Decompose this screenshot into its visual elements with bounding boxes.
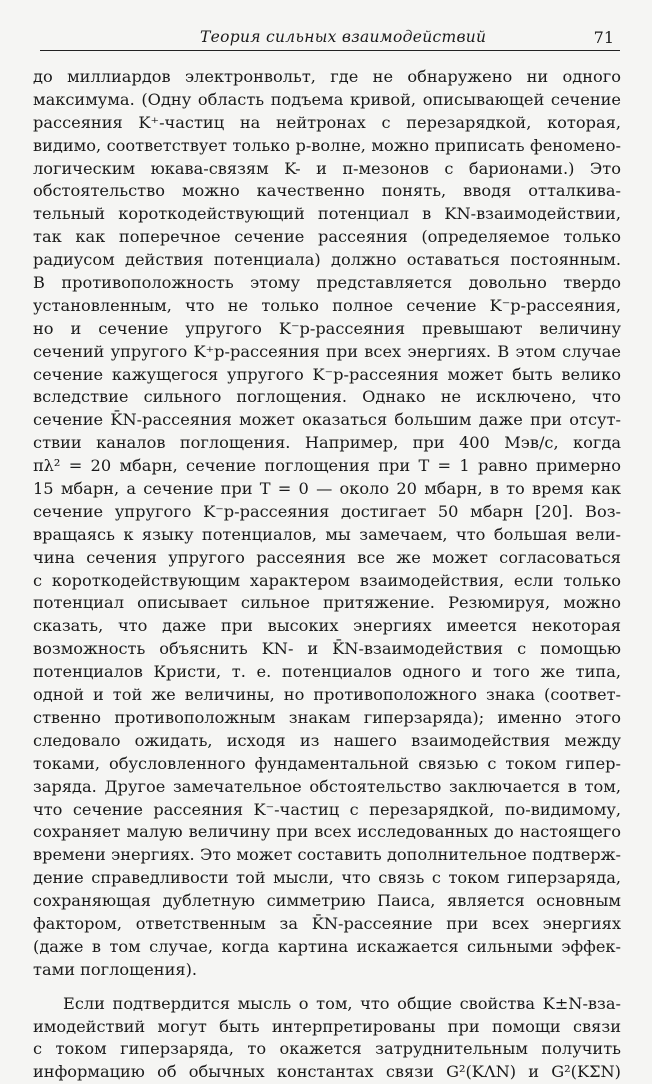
text-line: с короткодействующим характером взаимодействия, если только bbox=[33, 570, 621, 590]
text-line: сечений упругого K⁺p-рассеяния при всех энергиях. В этом случае bbox=[33, 341, 621, 361]
page-body bbox=[33, 66, 621, 1084]
text-line: до миллиардов электронвольт, где не обнаружено ни одного bbox=[33, 67, 621, 86]
text-line: 15 мбарн, а сечение при T = 0 — около 20 мбарн, в то время как bbox=[33, 479, 621, 499]
text-line: ствии каналов поглощения. Например, при 400 Мэв/c, когда bbox=[33, 433, 621, 453]
text-line: максимума. (Одну область подъема кривой, описывающей сечение bbox=[33, 89, 621, 109]
text-line: видимо, соответствует только p-волне, можно приписать феномено- bbox=[33, 135, 621, 155]
text-line: тами поглощения). bbox=[33, 959, 198, 979]
text-line: но и сечение упругого K⁻p-рассеяния превышают величину bbox=[33, 318, 621, 338]
text-line: сказать, что даже при высоких энергиях имеется некоторая bbox=[33, 616, 621, 636]
text-line: чина сечения упругого рассеяния все же может согласоваться bbox=[33, 547, 621, 567]
text-line: следовало ожидать, исходя из нашего взаимодействия между bbox=[33, 730, 621, 750]
text-line: установленным, что не только полное сечение K⁻p-рассеяния, bbox=[33, 295, 621, 315]
text-line: πλ² = 20 мбарн, сечение поглощения при T = 1 равно примерно bbox=[33, 456, 621, 476]
text-line: сечение упругого K⁻p-рассеяния достигает 50 мбарн [20]. Воз- bbox=[33, 501, 621, 521]
text-line: логическим юкава-связям K- и π-мезонов с барионами.) Это bbox=[33, 158, 621, 178]
paragraph bbox=[33, 66, 621, 982]
text-line: сохраняет малую величину при всех исследованных до настоящего bbox=[33, 822, 621, 842]
page-header bbox=[40, 26, 620, 51]
text-line: одной и той же величины, но противоположного знака (соответ- bbox=[33, 685, 621, 705]
text-line: ственно противоположным знакам гиперзаряда); именно этого bbox=[33, 707, 621, 727]
running-title: Теория сильных взаимодействий bbox=[200, 28, 487, 46]
text-line: информацию об обычных константах связи G²(KΛN) и G²(KΣN) bbox=[33, 1062, 621, 1082]
text-line: возможность объяснить KN- и K̄N-взаимодействия с помощью bbox=[33, 639, 621, 659]
text-line: (даже в том случае, когда картина искажается сильными эффек- bbox=[33, 936, 621, 956]
text-line: вследствие сильного поглощения. Однако не исключено, что bbox=[33, 387, 621, 407]
text-line: что сечение рассеяния K⁻-частиц с перезарядкой, по-видимому, bbox=[33, 799, 621, 819]
text-line: тельный короткодействующий потенциал в KN-взаимодействии, bbox=[33, 204, 621, 224]
text-line: потенциал описывает сильное притяжение. Резюмируя, можно bbox=[33, 593, 621, 613]
text-line: сохраняющая дублетную симметрию Паиса, является основным bbox=[33, 891, 621, 911]
text-line: имодействий могут быть интерпретированы при помощи связи bbox=[33, 1016, 621, 1036]
text-line: Если подтвердится мысль о том, что общие свойства K±N-вза- bbox=[63, 993, 621, 1013]
text-line: вращаясь к языку потенциалов, мы замечаем, что большая вели- bbox=[33, 524, 621, 544]
paragraph-gap bbox=[33, 982, 621, 993]
text-line: заряда. Другое замечательное обстоятельство заключается в том, bbox=[33, 776, 621, 796]
text-line: дение справедливости той мысли, что связь с током гиперзаряда, bbox=[33, 868, 621, 888]
text-line: времени энергиях. Это может составить дополнительное подтверж- bbox=[33, 845, 621, 865]
text-line: В противоположность этому представляется довольно твердо bbox=[33, 273, 621, 293]
text-line: потенциалов Кристи, т. е. потенциалов одного и того же типа, bbox=[33, 662, 621, 682]
text-line: сечение кажущегося упругого K⁻p-рассеяния может быть велико bbox=[33, 364, 621, 384]
text-line: токами, обусловленного фундаментальной связью с током гипер- bbox=[33, 753, 621, 773]
page-number: 71 bbox=[593, 28, 614, 47]
text-line: обстоятельство можно качественно понять, вводя отталкива- bbox=[33, 181, 621, 201]
text-line: рассеяния K⁺-частиц на нейтронах с перезарядкой, которая, bbox=[33, 112, 621, 132]
text-line: радиусом действия потенциала) должно оставаться постоянным. bbox=[33, 250, 621, 270]
text-line: с током гиперзаряда, то окажется затруднительным получить bbox=[33, 1039, 621, 1059]
text-line: фактором, ответственным за K̄N-рассеяние при всех энергиях bbox=[33, 913, 621, 933]
text-line: так как поперечное сечение рассеяния (определяемое только bbox=[33, 227, 621, 247]
text-line: сечение K̄N-рассеяния может оказаться большим даже при отсут- bbox=[33, 410, 621, 430]
paragraph bbox=[33, 993, 621, 1084]
